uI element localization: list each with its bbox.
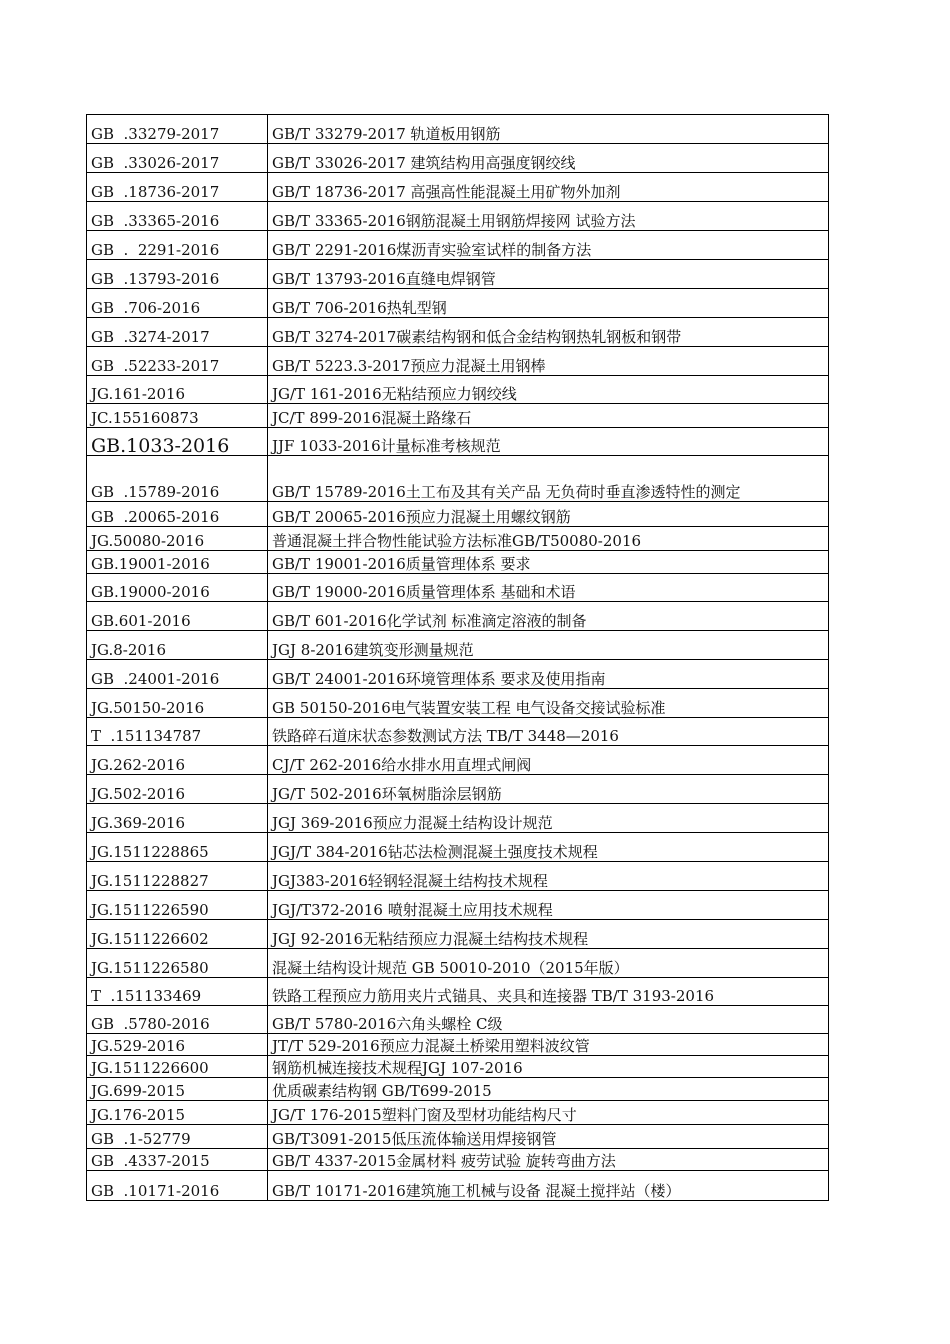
table-row <box>87 1078 829 1101</box>
standard-code: JG.1511226580 <box>87 949 268 978</box>
standard-code: JG.262-2016 <box>87 746 268 775</box>
table-row <box>87 1125 829 1149</box>
standard-code: JG.1511228827 <box>87 862 268 891</box>
standard-code: GB.1033-2016 <box>87 428 268 456</box>
standard-title: JGJ/T372-2016 喷射混凝土应用技术规程 <box>268 891 829 920</box>
standard-title: GB/T 33365-2016钢筋混凝土用钢筋焊接网 试验方法 <box>268 202 829 231</box>
standard-code: GB .18736-2017 <box>87 173 268 202</box>
table-row <box>87 746 829 775</box>
standard-code: JG.50150-2016 <box>87 689 268 718</box>
standard-code: GB .5780-2016 <box>87 1006 268 1034</box>
standard-code: GB . 2291-2016 <box>87 231 268 260</box>
standard-code: JG.502-2016 <box>87 775 268 804</box>
table-row <box>87 718 829 746</box>
standard-code: GB .10171-2016 <box>87 1171 268 1201</box>
standard-title: GB/T 33026-2017 建筑结构用高强度钢绞线 <box>268 144 829 173</box>
table-row <box>87 376 829 404</box>
table-row <box>87 1006 829 1034</box>
standard-title: GB/T 13793-2016直缝电焊钢管 <box>268 260 829 289</box>
standard-title: JG/T 502-2016环氧树脂涂层钢筋 <box>268 775 829 804</box>
table-row <box>87 1034 829 1056</box>
standard-code: JG.529-2016 <box>87 1034 268 1056</box>
table-row <box>87 631 829 660</box>
standard-code: GB .706-2016 <box>87 289 268 318</box>
standard-title: 铁路工程预应力筋用夹片式锚具、夹具和连接器 TB/T 3193-2016 <box>268 978 829 1006</box>
table-row <box>87 978 829 1006</box>
table-row <box>87 428 829 456</box>
standard-title: 普通混凝土拌合物性能试验方法标准GB/T50080-2016 <box>268 527 829 551</box>
table-row <box>87 347 829 376</box>
standard-title: JC/T 899-2016混凝土路缘石 <box>268 404 829 428</box>
table-row <box>87 660 829 689</box>
table-row <box>87 404 829 428</box>
standard-title: 优质碳素结构钢 GB/T699-2015 <box>268 1078 829 1101</box>
standard-code: JG.8-2016 <box>87 631 268 660</box>
standard-title: GB/T 601-2016化学试剂 标准滴定溶液的制备 <box>268 602 829 631</box>
standard-code: GB .33026-2017 <box>87 144 268 173</box>
table-row <box>87 1101 829 1125</box>
standard-code: GB .24001-2016 <box>87 660 268 689</box>
standard-code: T .151134787 <box>87 718 268 746</box>
standard-title: 钢筋机械连接技术规程JGJ 107-2016 <box>268 1056 829 1078</box>
table-row <box>87 1149 829 1171</box>
standard-code: JG.1511226600 <box>87 1056 268 1078</box>
standard-title: CJ/T 262-2016给水排水用直埋式闸阀 <box>268 746 829 775</box>
standard-title: GB/T 5223.3-2017预应力混凝土用钢棒 <box>268 347 829 376</box>
table-row <box>87 456 829 502</box>
standard-title: GB/T 33279-2017 轨道板用钢筋 <box>268 115 829 144</box>
standard-code: JC.155160873 <box>87 404 268 428</box>
standard-title: GB/T 20065-2016预应力混凝土用螺纹钢筋 <box>268 502 829 527</box>
standard-code: JG.369-2016 <box>87 804 268 833</box>
standard-title: GB/T 24001-2016环境管理体系 要求及使用指南 <box>268 660 829 689</box>
standard-code: JG.176-2015 <box>87 1101 268 1125</box>
table-row <box>87 949 829 978</box>
standards-table <box>86 114 829 1201</box>
standard-code: GB .13793-2016 <box>87 260 268 289</box>
standard-code: JG.161-2016 <box>87 376 268 404</box>
standard-title: JGJ 8-2016建筑变形测量规范 <box>268 631 829 660</box>
table-row <box>87 804 829 833</box>
standard-code: GB .4337-2015 <box>87 1149 268 1171</box>
standard-code: T .151133469 <box>87 978 268 1006</box>
standard-title: JGJ 92-2016无粘结预应力混凝土结构技术规程 <box>268 920 829 949</box>
standard-title: JG/T 176-2015塑料门窗及型材功能结构尺寸 <box>268 1101 829 1125</box>
standard-code: GB .3274-2017 <box>87 318 268 347</box>
standard-title: GB/T 2291-2016煤沥青实验室试样的制备方法 <box>268 231 829 260</box>
table-row <box>87 144 829 173</box>
table-row <box>87 1171 829 1201</box>
standard-title: GB/T 18736-2017 高强高性能混凝土用矿物外加剂 <box>268 173 829 202</box>
standard-title: GB/T 10171-2016建筑施工机械与设备 混凝土搅拌站（楼） <box>268 1171 829 1201</box>
standard-title: GB/T 5780-2016六角头螺栓 C级 <box>268 1006 829 1034</box>
table-row <box>87 891 829 920</box>
standard-code: JG.1511228865 <box>87 833 268 862</box>
table-row <box>87 602 829 631</box>
standard-title: 混凝土结构设计规范 GB 50010-2010（2015年版） <box>268 949 829 978</box>
table-row <box>87 775 829 804</box>
standard-title: 铁路碎石道床状态参数测试方法 TB/T 3448—2016 <box>268 718 829 746</box>
standard-title: GB/T 19001-2016质量管理体系 要求 <box>268 551 829 574</box>
standard-title: GB/T 706-2016热轧型钢 <box>268 289 829 318</box>
standard-title: JJF 1033-2016计量标准考核规范 <box>268 428 829 456</box>
standard-title: JG/T 161-2016无粘结预应力钢绞线 <box>268 376 829 404</box>
table-row <box>87 260 829 289</box>
standard-title: GB/T 3274-2017碳素结构钢和低合金结构钢热轧钢板和钢带 <box>268 318 829 347</box>
standard-title: GB/T 4337-2015金属材料 疲劳试验 旋转弯曲方法 <box>268 1149 829 1171</box>
standard-code: GB .33279-2017 <box>87 115 268 144</box>
standard-title: JGJ/T 384-2016钻芯法检测混凝土强度技术规程 <box>268 833 829 862</box>
table-row <box>87 502 829 527</box>
table-row <box>87 115 829 144</box>
standard-code: JG.1511226590 <box>87 891 268 920</box>
standard-code: GB .1-52779 <box>87 1125 268 1149</box>
table-row <box>87 551 829 574</box>
table-row <box>87 527 829 551</box>
table-row <box>87 231 829 260</box>
table-row <box>87 289 829 318</box>
standard-code: JG.699-2015 <box>87 1078 268 1101</box>
table-row <box>87 862 829 891</box>
table-row <box>87 689 829 718</box>
standard-code: GB .52233-2017 <box>87 347 268 376</box>
standard-title: GB/T3091-2015低压流体输送用焊接钢管 <box>268 1125 829 1149</box>
table-row <box>87 833 829 862</box>
table-row <box>87 202 829 231</box>
standard-code: GB.19000-2016 <box>87 574 268 602</box>
table-row <box>87 1056 829 1078</box>
standard-title: GB/T 19000-2016质量管理体系 基础和术语 <box>268 574 829 602</box>
standard-title: JT/T 529-2016预应力混凝土桥梁用塑料波纹管 <box>268 1034 829 1056</box>
standard-code: GB .33365-2016 <box>87 202 268 231</box>
standard-title: GB 50150-2016电气装置安装工程 电气设备交接试验标准 <box>268 689 829 718</box>
standard-code: GB .20065-2016 <box>87 502 268 527</box>
standard-title: JGJ383-2016轻钢轻混凝土结构技术规程 <box>268 862 829 891</box>
standard-code: JG.50080-2016 <box>87 527 268 551</box>
standard-code: GB.601-2016 <box>87 602 268 631</box>
table-row <box>87 173 829 202</box>
standards-table-body <box>87 115 829 1201</box>
table-row <box>87 574 829 602</box>
standard-code: GB.19001-2016 <box>87 551 268 574</box>
table-row <box>87 318 829 347</box>
standard-title: GB/T 15789-2016土工布及其有关产品 无负荷时垂直渗透特性的测定 <box>268 456 829 502</box>
standard-title: JGJ 369-2016预应力混凝土结构设计规范 <box>268 804 829 833</box>
table-row <box>87 920 829 949</box>
standard-code: GB .15789-2016 <box>87 456 268 502</box>
standard-code: JG.1511226602 <box>87 920 268 949</box>
